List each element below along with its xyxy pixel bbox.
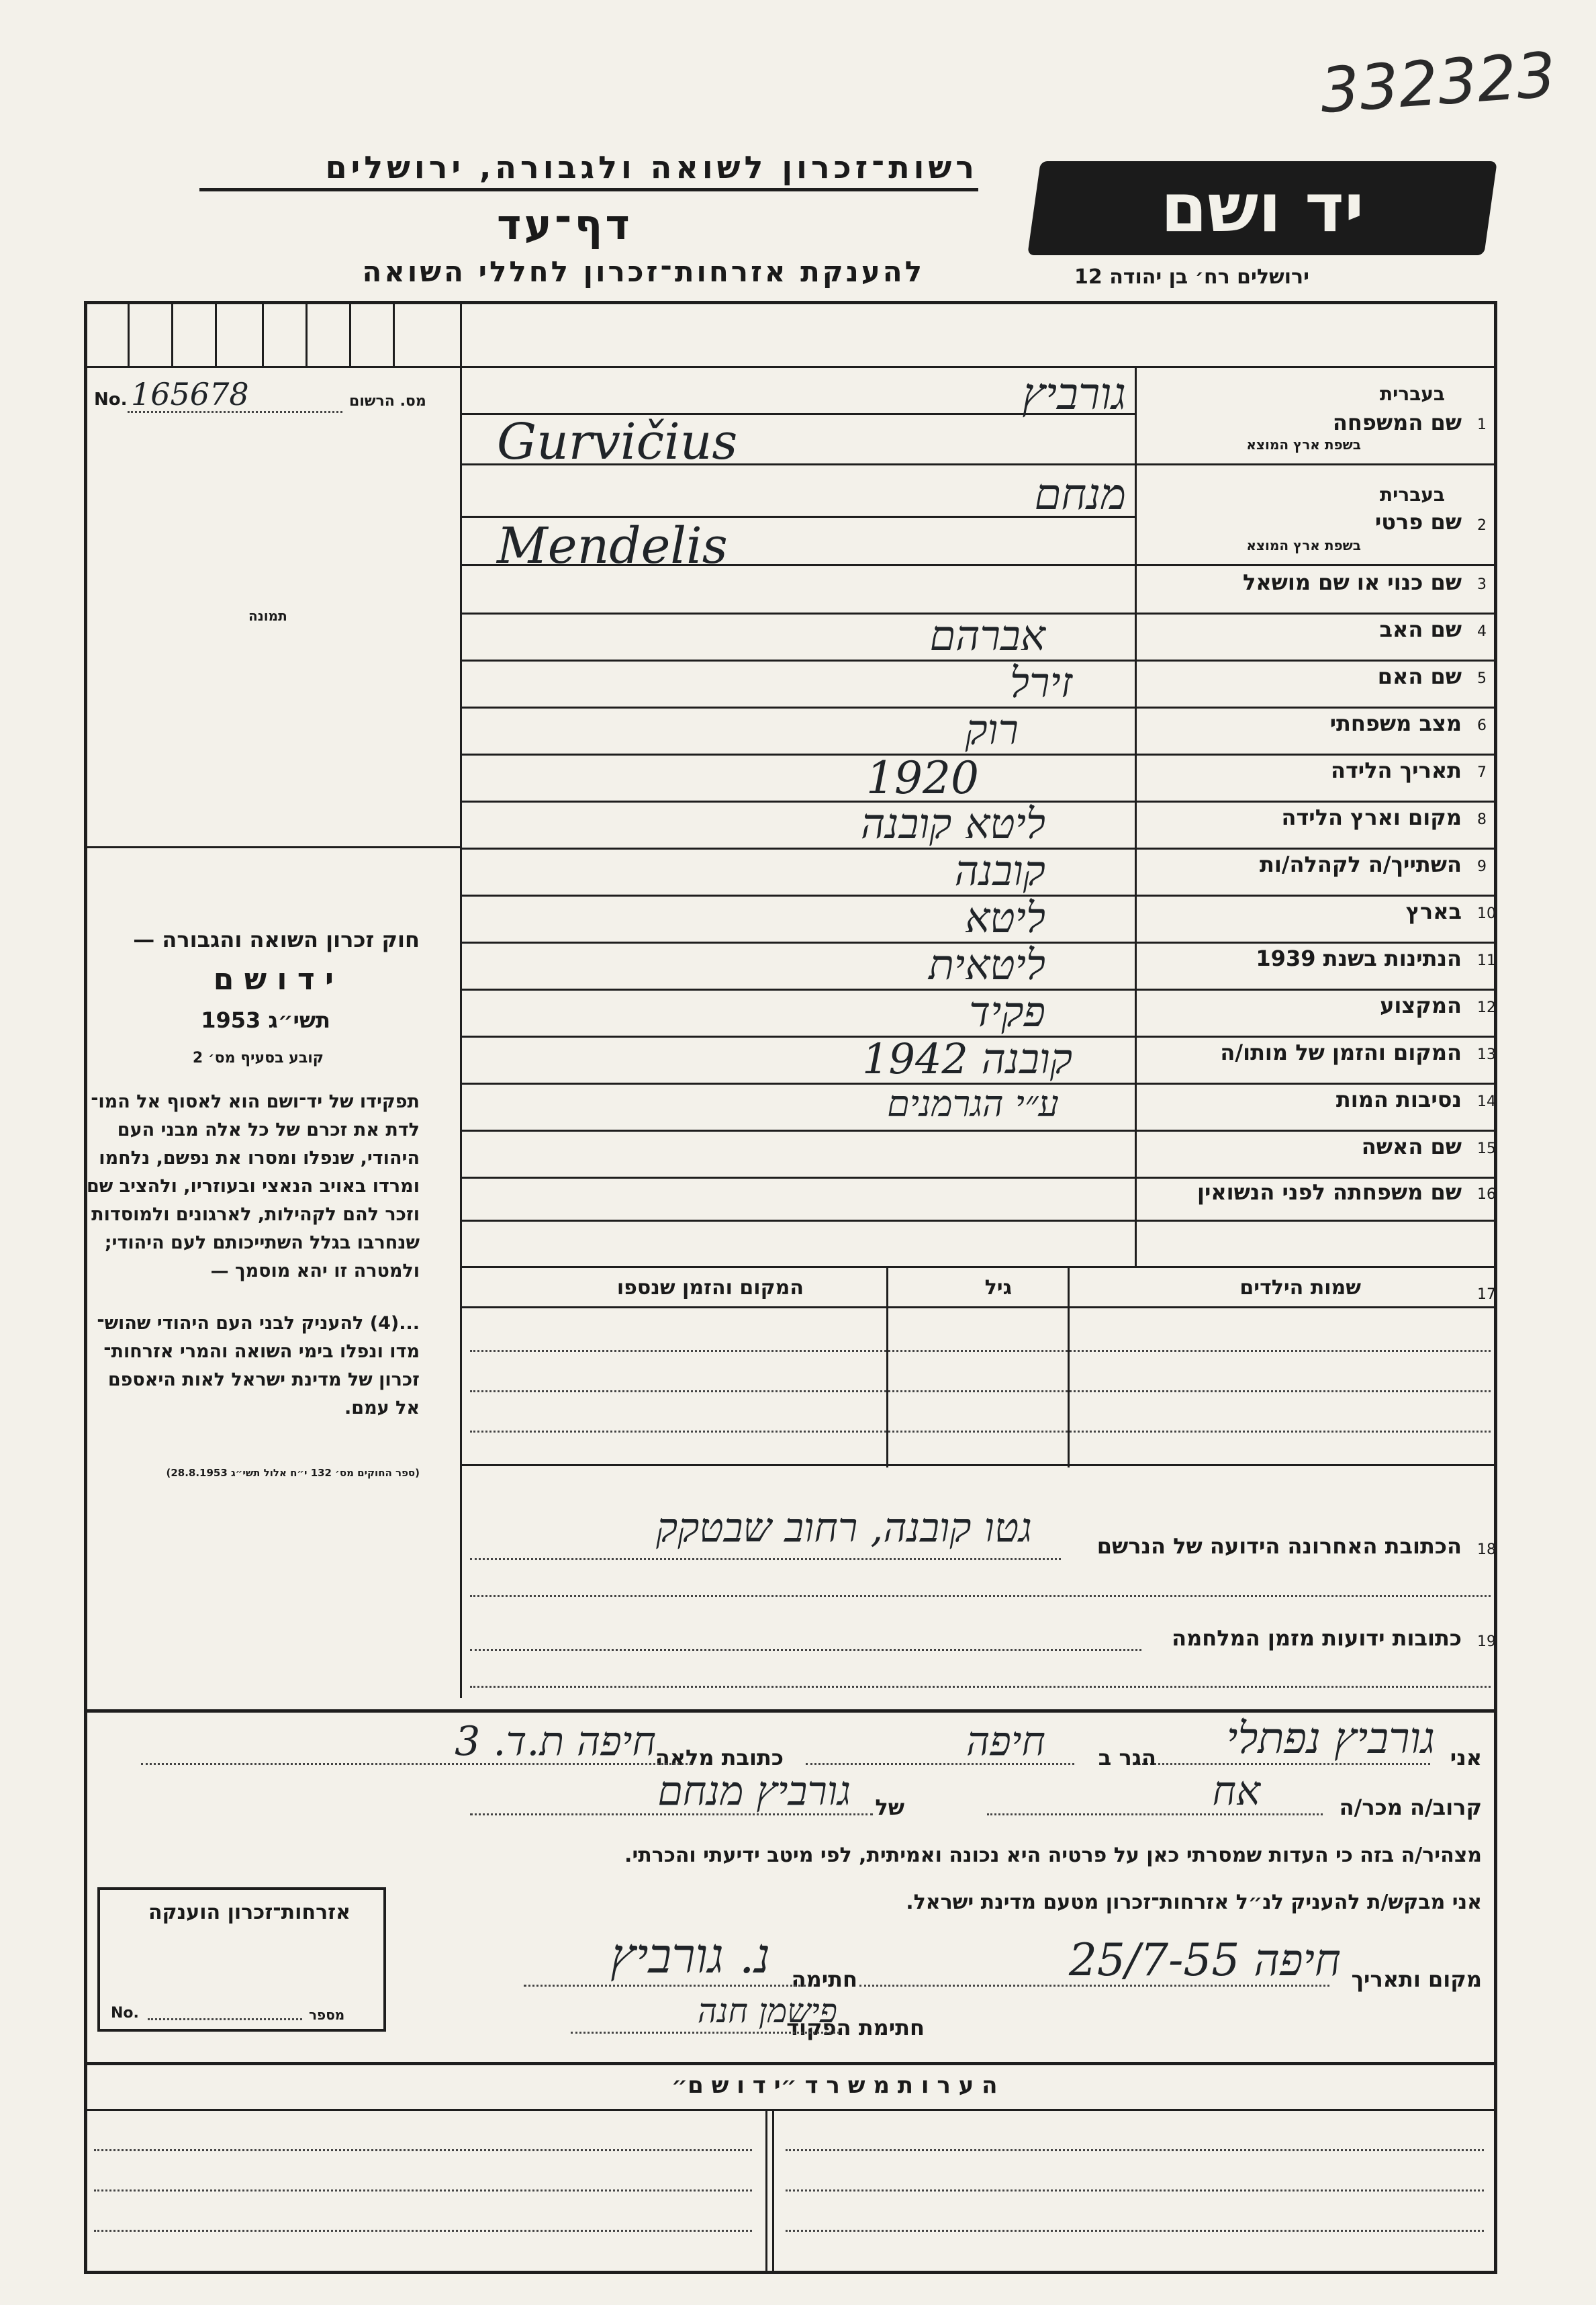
law-paragraph-1-line-5: וזכר להם לקהילות, לארגונים ולמוסדות	[91, 1204, 420, 1225]
law-paragraph-2-line-1: ...(4) להעניק לבני העם היהודי שהוש־	[97, 1313, 420, 1334]
law-name: י ד ו ש ם	[213, 962, 334, 997]
law-paragraph-1-line-6: שנחרבו בגלל השתייכותם לעם היהודי;	[104, 1232, 420, 1253]
registration-number: 165678	[131, 376, 249, 412]
grant-no-label: מספר	[309, 2007, 345, 2023]
field-15-number: 15	[1477, 1140, 1496, 1157]
law-paragraph-1-line-2: לדת את זכרם של כל אלה מבני העם	[117, 1120, 420, 1140]
field-8-number: 8	[1477, 811, 1487, 828]
field-7-label: תאריך הלידה	[1330, 758, 1462, 783]
officer-signature-label: חתימת הפקוד	[786, 2015, 925, 2040]
declaration-signature-label: חתימה	[791, 1967, 857, 1992]
office-notes-top-border	[84, 2062, 1497, 2065]
field-1-label: שם המשפחה	[1332, 410, 1462, 435]
field-11-number: 11	[1477, 952, 1496, 969]
law-paragraph-1-line-1: תפקידו של יד־ושם הוא לאסוף אל המו־	[91, 1091, 420, 1112]
field-13-value: קובנה 1942	[862, 1034, 1072, 1083]
field-16-number: 16	[1477, 1186, 1496, 1203]
field-18-label: הכתובת האחרונה הידועה של הנרשם	[1096, 1533, 1462, 1559]
field-1-hebrew-sublabel: בעברית	[1379, 383, 1445, 405]
law-paragraph-1-line-7: ולמטרה זו יהא מוסמך —	[210, 1261, 420, 1281]
registration-label: מס. הרשום	[349, 393, 426, 410]
declaration-top-border	[84, 1709, 1497, 1713]
registration-no-prefix: No.	[94, 390, 128, 410]
field-8-value: ליטא קובנה	[860, 799, 1045, 848]
declaration-relation-label: קרוב/ה מכר/ה	[1339, 1795, 1482, 1820]
declaration-statement-1: מצהיר/ה בזה כי העדות שמסרתי כאן על פרטיה היא נכונה ואמיתית, לפי מיטב ידיעתי והכרתי.	[624, 1844, 1482, 1867]
left-column-divider	[460, 301, 462, 1241]
law-source: (ספר החוקים מס׳ 132 י״ח אלול תשי״ג 28.8.1953)	[166, 1467, 420, 1479]
declaration-address-value: חיפה ת.ד. 3	[455, 1718, 656, 1765]
field-5-number: 5	[1477, 670, 1487, 687]
field-4-label: שם האב	[1379, 617, 1462, 642]
field-10-number: 10	[1477, 905, 1496, 922]
law-paragraph-2-line-3: זכרון של מדינת ישראל לאות היאספם	[107, 1369, 420, 1390]
citizenship-granted-title: אזרחות־זכרון הוענקה	[148, 1901, 350, 1924]
field-1-value-hebrew: גורביץ	[1022, 368, 1126, 420]
field-1-origin-sublabel: בשפת ארץ המוצא	[1246, 437, 1361, 453]
field-6-value: רוק	[965, 705, 1019, 754]
field-6-label: מצב משפחתי	[1329, 711, 1462, 736]
field-16-label: שם משפחתה לפני הנשואין	[1196, 1179, 1462, 1205]
declaration-resides-label: הגר ב	[1098, 1745, 1156, 1770]
archive-stamp-number: 332323	[1317, 38, 1558, 128]
declaration-place-date-label: מקום ותאריך	[1351, 1967, 1482, 1992]
field-11-value: ליטאית	[929, 940, 1045, 989]
field-13-number: 13	[1477, 1046, 1496, 1063]
field-15-label: שם האשה	[1361, 1134, 1462, 1159]
field-6-number: 6	[1477, 717, 1487, 734]
field-9-number: 9	[1477, 858, 1487, 875]
heading-underline	[199, 188, 978, 191]
declaration-resides-value: חיפה	[966, 1718, 1045, 1765]
form-title: דף־עד	[497, 200, 632, 249]
law-year: תשי״ג 1953	[201, 1007, 330, 1033]
field-10-value: ליטא	[965, 893, 1045, 942]
field-14-label: נסיבות המות	[1335, 1087, 1462, 1112]
field-14-value: ע״י הגרמנים	[887, 1083, 1059, 1125]
form-subtitle: להענקת אזרחות־זכרון לחללי השואה	[362, 255, 925, 288]
law-box-right-border	[460, 1241, 462, 1698]
field-7-number: 7	[1477, 764, 1487, 781]
field-2-origin-sublabel: בשפת ארץ המוצא	[1246, 537, 1361, 553]
field-17-number: 17	[1477, 1286, 1496, 1303]
yad-vashem-logo: יד ושם	[1160, 169, 1364, 247]
field-18-value: גטו קובנה, רחוב שבטקק	[656, 1504, 1032, 1551]
officer-signature: פישמן חנה	[697, 1991, 837, 2030]
law-paragraph-2-line-4: אל עמם.	[344, 1398, 420, 1418]
declaration-address-label: כתובת מלאה	[655, 1745, 784, 1770]
declaration-of-label: של	[875, 1795, 904, 1820]
field-11-label: הנתינות בשנת 1939	[1256, 946, 1462, 971]
field-13-label: המקום והזמן של מותו/ה	[1220, 1040, 1462, 1065]
field-19-number: 19	[1477, 1633, 1496, 1650]
field-12-label: המקצוע	[1380, 993, 1462, 1018]
law-paragraph-1-line-4: ומרדו באויב הנאצי ובעוזריו, ולהציב שם	[86, 1176, 420, 1197]
field-3-label: שם כנוי או שם מושאל	[1242, 570, 1462, 595]
children-place-header: המקום והזמן שנספו	[616, 1276, 804, 1300]
field-2-label: שם פרטי	[1374, 509, 1462, 535]
field-18-number: 18	[1477, 1541, 1496, 1558]
law-clause: קובע בסעיף מס׳ 2	[192, 1050, 324, 1067]
law-paragraph-1-line-3: היהודי, שנפלו ומסרו את נפשם, נלחמו	[99, 1148, 420, 1169]
office-notes-heading: ה ע ר ו ת מ ש ר ד ״י ד ו ש ם״	[671, 2072, 998, 2099]
field-9-label: השתייך/ה לקהלה/ות	[1259, 852, 1462, 877]
field-14-number: 14	[1477, 1093, 1496, 1110]
field-9-value: קובנה	[954, 846, 1045, 895]
field-2-value-hebrew: מנחם	[1034, 470, 1126, 520]
field-12-value: פקיד	[969, 987, 1045, 1036]
declaration-signature: נ. גורביץ	[610, 1928, 770, 1984]
top-strip-bottom	[84, 366, 1497, 368]
logo-address: ירושלים רח׳ בן יהודה 12	[1074, 265, 1309, 289]
authority-heading: רשות־זכרון לשואה ולגבורה, ירושלים	[325, 149, 978, 185]
law-paragraph-2-line-2: מדו ונפלו בימי השואה והמרי אזרחות־	[103, 1341, 420, 1362]
declaration-statement-2: אני מבקש/ת להעניק לנ״ל אזרחות־זכרון מטעם מדינת ישראל.	[906, 1891, 1482, 1914]
field-3-number: 3	[1477, 576, 1487, 593]
children-names-header: שמות הילדים	[1239, 1276, 1361, 1300]
field-2-hebrew-sublabel: בעברית	[1379, 484, 1445, 506]
photo-area-bottom	[84, 846, 460, 848]
field-1-value-original: Gurvičius	[497, 413, 738, 471]
declaration-place-date-value: חיפה 25/7-55	[1068, 1934, 1341, 1986]
field-8-label: מקום וארץ הלידה	[1281, 805, 1462, 830]
field-5-label: שם האם	[1377, 664, 1462, 689]
photo-label: תמונה	[248, 608, 287, 624]
field-4-value: אברהם	[929, 611, 1045, 660]
field-4-number: 4	[1477, 623, 1487, 640]
field-12-number: 12	[1477, 999, 1496, 1016]
field-7-value: 1920	[866, 752, 979, 804]
children-age-header: גיל	[984, 1276, 1012, 1300]
declaration-of-value: גורביץ מנחם	[657, 1768, 851, 1815]
field-2-value-original: Mendelis	[497, 517, 728, 575]
field-19-label: כתובות ידועות מזמן המלחמה	[1172, 1625, 1462, 1651]
law-title: חוק זכרון השואה והגבורה —	[133, 927, 420, 952]
field-1-number: 1	[1477, 416, 1487, 433]
field-2-number: 2	[1477, 517, 1487, 534]
field-5-value: זירל	[1010, 658, 1072, 707]
declaration-declarant-name: גורביץ נפתלי	[1226, 1714, 1435, 1764]
declaration-relation-value: אח	[1212, 1768, 1260, 1815]
field-10-label: בארץ	[1405, 899, 1462, 924]
grant-no-prefix: No.	[111, 2005, 139, 2022]
declaration-i-label: אני	[1450, 1745, 1482, 1770]
office-notes-divider	[765, 2109, 767, 2274]
